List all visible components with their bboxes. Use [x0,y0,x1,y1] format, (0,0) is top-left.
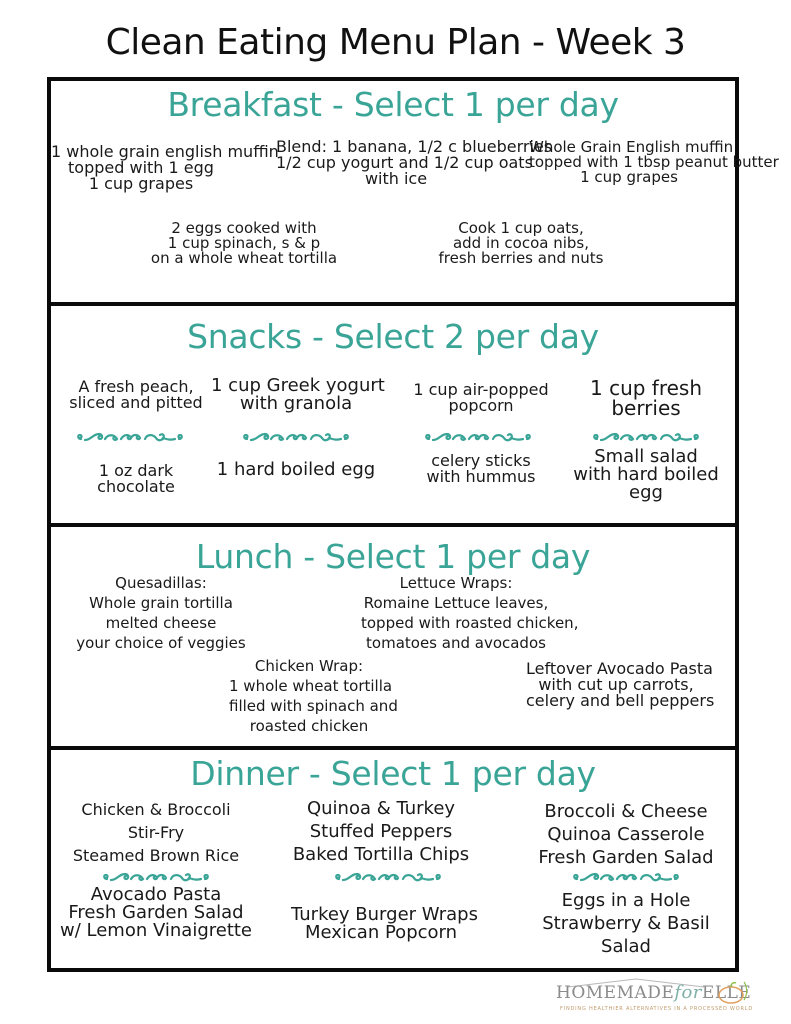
flourish-divider-icon [75,430,185,446]
lunch-item-4: Leftover Avocado Pasta with cut up carrots, celery and bell peppers [526,659,715,710]
dinner-column-3: Broccoli & Cheese Quinoa Casserole Fresh Garden Salad [538,801,714,868]
flourish-divider-icon [591,430,701,446]
breakfast-item-5: Cook 1 cup oats, add in cocoa nibs, fresh berries and nuts [438,219,604,267]
dinner-column-1: Chicken & Broccoli Stir-Fry Steamed Brown Rice [72,800,240,865]
flourish-divider-icon [241,430,351,446]
section-divider [51,523,735,527]
flourish-divider-icon [571,870,681,886]
dinner-column-2: Quinoa & Turkey Stuffed Peppers Baked Tortilla Chips [292,798,470,865]
snack-column-4-bottom: Small salad with hard boiled egg [573,446,719,503]
breakfast-item-3: Whole Grain English muffin topped with 1 tbsp peanut butter 1 cup grapes [529,138,779,186]
snack-column-3-bottom: celery sticks with hummus [426,451,536,486]
lunch-heading: Lunch - Select 1 per day [195,537,591,576]
page-title: Clean Eating Menu Plan - Week 3 [105,22,686,63]
snacks-heading: Snacks - Select 2 per day [187,317,599,356]
flourish-divider-icon [333,870,443,886]
menu-frame [47,77,779,972]
snack-column-2-bottom: 1 hard boiled egg [216,459,376,480]
lunch-item-1: Quesadillas: Whole grain tortilla melted cheese your choice of veggies [76,574,246,652]
flourish-divider-icon [423,430,533,446]
dinner-column-1-bottom: Avocado Pasta Fresh Garden Salad w/ Lemon Vinaigrette [59,884,253,941]
snack-column-1-bottom: 1 oz dark chocolate [97,461,175,496]
dinner-column-3-bottom: Eggs in a Hole Strawberry & Basil Salad [542,890,710,957]
homemade-for-elle-logo [556,978,756,1020]
snack-column-4: 1 cup fresh berries [589,376,703,420]
lunch-item-3: Chicken Wrap: 1 whole wheat tortilla filled with spinach and roasted chicken [229,657,398,735]
snack-column-2: 1 cup Greek yogurt with granola [211,375,385,414]
dinner-heading: Dinner - Select 1 per day [190,754,596,793]
snack-column-1: A fresh peach, sliced and pitted [69,377,203,412]
dinner-column-2-bottom: Turkey Burger Wraps Mexican Popcorn [291,904,478,943]
pumpkin-icon [716,980,750,1004]
section-divider [51,302,735,306]
breakfast-item-2: Blend: 1 banana, 1/2 c blueberries 1/2 cup yogurt and 1/2 cup oats with ice [276,137,553,188]
snack-column-3: 1 cup air-popped popcorn [413,380,549,415]
breakfast-heading: Breakfast - Select 1 per day [167,85,619,124]
logo-tagline: FINDING HEALTHIER ALTERNATIVES IN A PROCESSED WORLD [560,1006,754,1012]
section-divider [51,746,735,750]
breakfast-item-1: 1 whole grain english muffin topped with 1 egg 1 cup grapes [51,142,279,193]
lunch-item-2: Lettuce Wraps: Romaine Lettuce leaves, topped with roasted chicken, tomatoes and avocados [361,574,579,652]
breakfast-item-4: 2 eggs cooked with 1 cup spinach, s & p on a whole wheat tortilla [150,219,338,267]
logo-wordmark: HOMEMADEforELLE [556,982,752,1003]
